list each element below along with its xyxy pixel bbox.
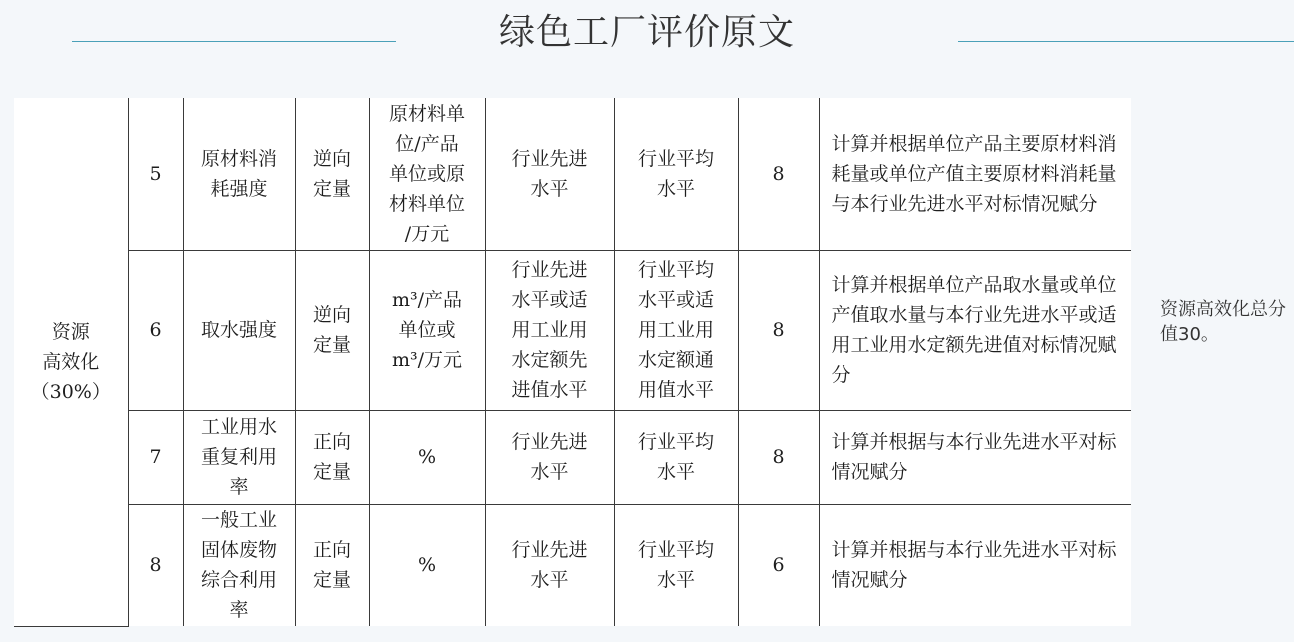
unit-cell: m³/产品 单位或 m³/万元 xyxy=(369,250,485,410)
baseline-cell: 行业平均 水平 xyxy=(614,98,738,250)
method-cell: 计算并根据与本行业先进水平对标情况赋分 xyxy=(819,504,1131,626)
category-label: 资源 高效化 （30%） xyxy=(30,320,111,403)
score-cell: 6 xyxy=(738,504,819,626)
benchmark-cell: 行业先进 水平 xyxy=(485,504,614,626)
benchmark-cell: 行业先进 水平 xyxy=(485,98,614,250)
document-excerpt xyxy=(14,98,1131,626)
type-cell: 逆向 定量 xyxy=(295,250,369,410)
baseline-cell: 行业平均 水平 xyxy=(614,504,738,626)
row-number: 5 xyxy=(128,98,183,250)
method-cell: 计算并根据与本行业先进水平对标情况赋分 xyxy=(819,410,1131,504)
table-row xyxy=(14,250,1131,410)
score-cell: 8 xyxy=(738,98,819,250)
title-rule-left xyxy=(72,41,396,42)
benchmark-cell: 行业先进 水平 xyxy=(485,410,614,504)
indicator-cell: 取水强度 xyxy=(183,250,295,410)
type-cell: 逆向 定量 xyxy=(295,98,369,250)
baseline-cell: 行业平均 水平 xyxy=(614,410,738,504)
baseline-cell: 行业平均 水平或适 用工业用 水定额通 用值水平 xyxy=(614,250,738,410)
unit-cell: % xyxy=(369,410,485,504)
indicator-cell: 一般工业 固体废物 综合利用 率 xyxy=(183,504,295,626)
indicator-cell: 工业用水 重复利用 率 xyxy=(183,410,295,504)
row-number: 6 xyxy=(128,250,183,410)
score-cell: 8 xyxy=(738,410,819,504)
title-rule-right xyxy=(958,41,1294,42)
method-cell: 计算并根据单位产品主要原材料消耗量或单位产值主要原材料消耗量与本行业先进水平对标情况赋分 xyxy=(819,98,1131,250)
score-cell: 8 xyxy=(738,250,819,410)
table-row xyxy=(14,98,1131,250)
type-cell: 正向 定量 xyxy=(295,410,369,504)
table-row xyxy=(14,410,1131,504)
type-cell: 正向 定量 xyxy=(295,504,369,626)
unit-cell: 原材料单 位/产品 单位或原 材料单位 /万元 xyxy=(369,98,485,250)
method-cell: 计算并根据单位产品取水量或单位产值取水量与本行业先进水平或适用工业用水定额先进值对标情况赋分 xyxy=(819,250,1131,410)
indicator-cell: 原材料消 耗强度 xyxy=(183,98,295,250)
side-note: 资源高效化总分值30。 xyxy=(1160,299,1286,345)
slide-title: 绿色工厂评价原文 xyxy=(498,12,795,53)
evaluation-table xyxy=(14,98,1131,627)
category-cell xyxy=(14,98,128,626)
row-number: 7 xyxy=(128,410,183,504)
row-number: 8 xyxy=(128,504,183,626)
benchmark-cell: 行业先进 水平或适 用工业用 水定额先 进值水平 xyxy=(485,250,614,410)
table-row xyxy=(14,504,1131,626)
unit-cell: % xyxy=(369,504,485,626)
